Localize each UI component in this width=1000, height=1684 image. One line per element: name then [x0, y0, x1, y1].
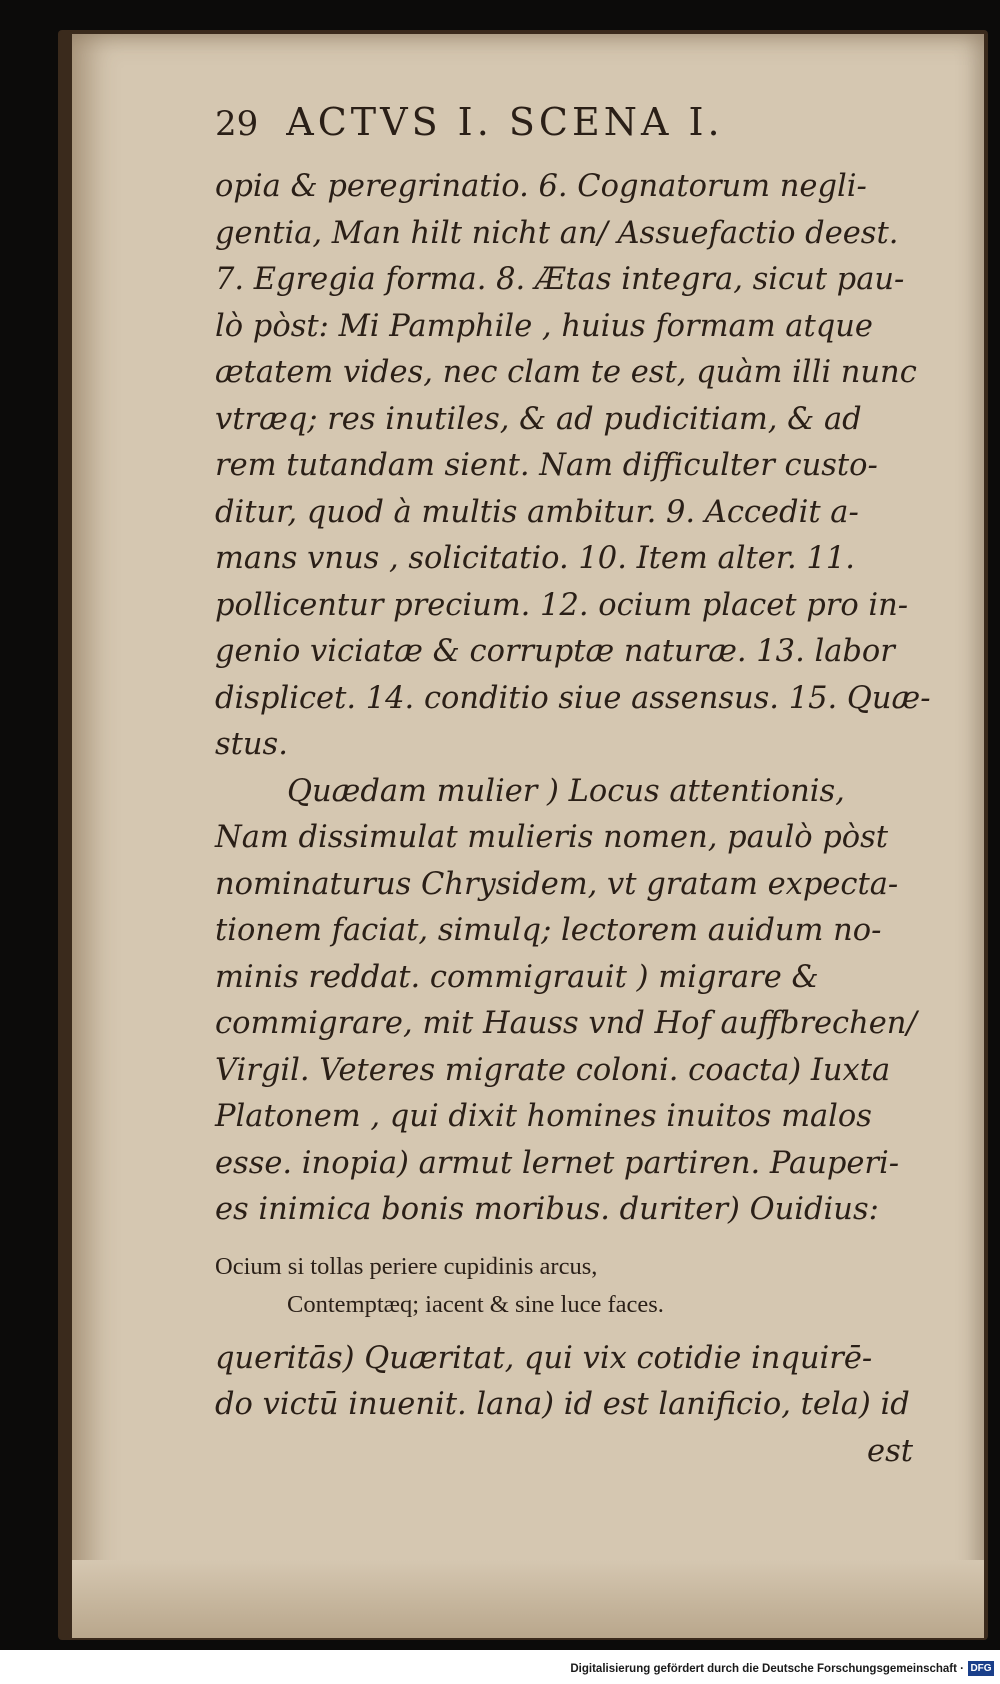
- page-text-block: [215, 100, 935, 1475]
- verse-line: Ocium si tollas periere cupidinis arcus,: [215, 1252, 598, 1280]
- text-line: tionem faciat, simulq; lectorem auidum no-: [215, 913, 882, 948]
- text-line: 7. Egregia forma. 8. Ætas integra, sicut pau-: [215, 262, 905, 297]
- text-line: Quædam mulier ) Locus attentionis,: [287, 773, 845, 809]
- catchword: est: [867, 1433, 913, 1469]
- text-line: lò pòst: Mi Pamphile , huius formam atque: [215, 308, 873, 344]
- text-line: minis reddat. commigrauit ) migrare &: [215, 959, 819, 995]
- text-line: do victū inuenit. lana) id est lanificio, tela) id: [215, 1387, 910, 1422]
- text-line: ætatem vides, nec clam te est, quàm illi nunc: [215, 355, 917, 390]
- funding-credit: Digitalisierung gefördert durch die Deutsche Forschungsgemeinschaft ·: [570, 1663, 964, 1675]
- verse-quotation: [215, 1248, 935, 1324]
- running-head-title: ACTVS I. SCENA I.: [286, 100, 724, 144]
- commentary-paragraph-2: [215, 769, 935, 1234]
- text-line: ditur, quod à multis ambitur. 9. Accedit a-: [215, 494, 859, 530]
- text-line: displicet. 14. conditio siue assensus. 15. Quæ-: [215, 680, 931, 716]
- text-line: vtræq; res inutiles, & ad pudicitiam, & ad: [215, 401, 862, 437]
- text-line: commigrare, mit Hauss vnd Hof auffbrechen/: [215, 1006, 917, 1041]
- text-line: pollicentur precium. 12. ocium placet pro in-: [215, 587, 909, 623]
- text-line: esse. inopia) armut lernet partiren. Pauperi-: [215, 1145, 900, 1181]
- text-line: mans vnus , solicitatio. 10. Item alter. 11.: [215, 541, 855, 576]
- text-line: genio viciatæ & corruptæ naturæ. 13. labor: [215, 634, 895, 669]
- dfg-logo-icon: DFG: [968, 1661, 994, 1676]
- text-line: queritās) Quæritat, qui vix cotidie inquirē-: [215, 1340, 873, 1376]
- text-line: nominaturus Chrysidem, vt gratam expecta-: [215, 866, 899, 902]
- commentary-paragraph-1: [215, 164, 935, 769]
- page-shadow: [72, 1560, 984, 1638]
- text-line: rem tutandam sient. Nam difficulter custo-: [215, 448, 878, 483]
- text-line: gentia, Man hilt nicht an/ Assuefactio deest.: [215, 215, 899, 251]
- verse-line: Contemptæq; iacent & sine luce faces.: [287, 1290, 664, 1318]
- text-line: Virgil. Veteres migrate coloni. coacta) Iuxta: [215, 1052, 891, 1088]
- commentary-paragraph-3: [215, 1336, 935, 1476]
- running-head: [215, 100, 935, 156]
- text-line: opia & peregrinatio. 6. Cognatorum negli-: [215, 169, 867, 204]
- text-line: Nam dissimulat mulieris nomen, paulò pòst: [215, 820, 889, 855]
- text-line: stus.: [215, 727, 288, 762]
- text-line: Platonem , qui dixit homines inuitos malos: [215, 1099, 872, 1134]
- page-number: 29: [215, 104, 259, 144]
- text-line: es inimica bonis moribus. duriter) Ouidius:: [215, 1192, 879, 1227]
